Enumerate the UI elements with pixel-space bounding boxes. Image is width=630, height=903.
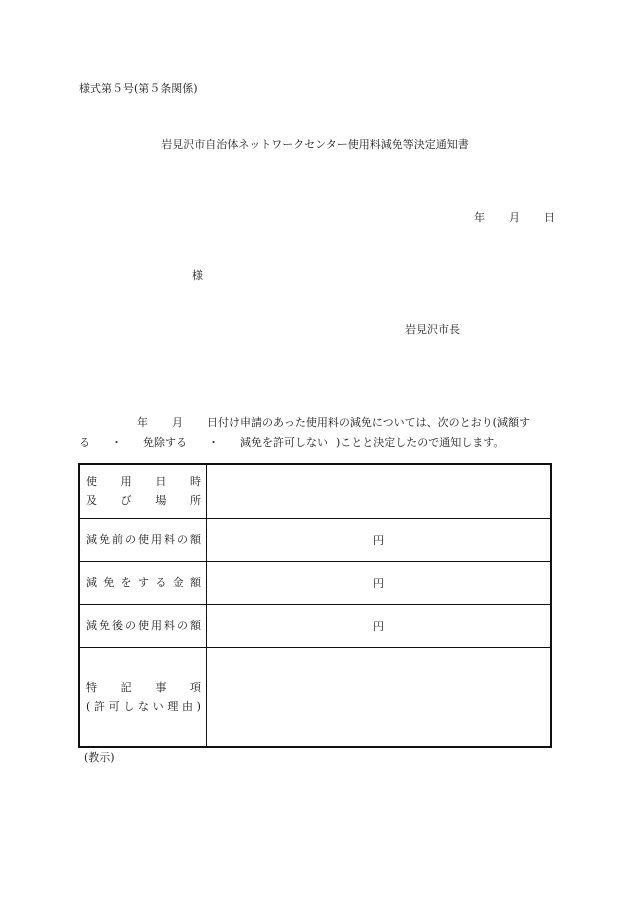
label-line: [80, 491, 206, 510]
label-char: 免: [99, 533, 110, 546]
label-char: 金: [172, 576, 184, 589]
label-char: 免: [99, 619, 110, 632]
label-char: 用: [151, 619, 162, 632]
body-text-b: る: [79, 436, 90, 449]
option-deny: 減免を許可しない: [240, 436, 328, 449]
label-line: [80, 472, 206, 491]
label-char: の: [177, 619, 188, 632]
table-row-fee-before: [79, 518, 551, 561]
table-row-fee-after: [79, 604, 551, 647]
addressee-honorific: 様: [192, 269, 203, 282]
label-char: し: [123, 699, 135, 713]
label-char: (: [86, 699, 91, 713]
label-char: 前: [112, 533, 123, 546]
option-exempt: 免除する: [143, 436, 187, 449]
label-fee-before: [79, 518, 207, 561]
label-usage-datetime-place: [79, 464, 207, 518]
document-title: 岩見沢市自治体ネットワークセンター使用料減免等決定通知書: [161, 138, 469, 151]
label-char: び: [120, 494, 132, 508]
form-number: 様式第５号(第５条関係): [79, 82, 198, 95]
body-month: 月: [172, 416, 183, 429]
label-line: [80, 697, 206, 716]
label-char: 特: [86, 680, 97, 694]
label-fee-after: [79, 604, 207, 647]
label-char: い: [152, 699, 164, 713]
label-char: す: [137, 576, 149, 589]
body-closing: )ことと決定したので通知します。: [336, 436, 505, 449]
label-char: る: [155, 576, 167, 589]
label-char: の: [177, 533, 188, 546]
body-text-a: 日付け申請のあった使用料の減免については、次のとおり(減額す: [207, 416, 530, 429]
option-separator-1: ・: [111, 436, 122, 449]
label-char: 理: [167, 699, 179, 713]
label-char: 料: [164, 533, 175, 546]
body-line-1: [137, 417, 530, 428]
body-year: 年: [137, 416, 148, 429]
value-remarks: [207, 647, 552, 747]
instruction-note: (教示): [84, 751, 115, 764]
value-usage-datetime-place: [207, 464, 552, 518]
label-char: 額: [189, 576, 201, 589]
label-char: の: [125, 533, 136, 546]
label-char: 後: [112, 619, 123, 632]
label-char: 使: [86, 475, 97, 489]
table-row-usage: [79, 464, 551, 518]
label-char: 使: [138, 619, 149, 632]
label-reduction-amount: [79, 561, 207, 604]
value-fee-before: 円: [207, 518, 552, 561]
label-char: 減: [86, 533, 97, 546]
date-day: 日: [544, 211, 555, 224]
label-char: 用: [120, 475, 132, 489]
value-reduction-amount: 円: [207, 561, 552, 604]
label-char: 由: [182, 699, 193, 713]
table-row-reduction: [79, 561, 551, 604]
label-char: 用: [151, 533, 162, 546]
label-char: 事: [155, 680, 167, 694]
label-char: 減: [86, 619, 97, 632]
label-remarks: [79, 647, 207, 747]
value-fee-after: 円: [207, 604, 552, 647]
body-line-2: [79, 437, 504, 448]
label-char: 許: [93, 699, 105, 713]
sender-name: 岩見沢市長: [405, 323, 460, 336]
label-char: 料: [164, 619, 175, 632]
label-char: な: [137, 699, 149, 713]
label-char: 減: [86, 576, 97, 589]
label-line: [80, 530, 206, 549]
label-char: 免: [103, 576, 115, 589]
label-char: 日: [155, 475, 167, 489]
date-line: [474, 212, 555, 223]
detail-table: [78, 463, 552, 748]
label-char: を: [120, 576, 132, 589]
label-char: 項: [189, 680, 201, 694]
label-char: 記: [120, 680, 132, 694]
date-month: 月: [509, 211, 520, 224]
label-line: [80, 573, 206, 592]
label-line: [80, 678, 206, 697]
label-char: 可: [108, 699, 120, 713]
date-year: 年: [474, 211, 485, 224]
label-char: 時: [189, 475, 201, 489]
table-row-remarks: [79, 647, 551, 747]
label-line: [80, 616, 206, 635]
label-char: の: [125, 619, 136, 632]
label-char: ): [196, 699, 201, 713]
label-char: 額: [190, 533, 201, 546]
label-char: 及: [86, 494, 97, 508]
label-char: 所: [189, 494, 201, 508]
label-char: 場: [155, 494, 167, 508]
label-char: 額: [190, 619, 201, 632]
label-char: 使: [138, 533, 149, 546]
option-separator-2: ・: [208, 436, 219, 449]
